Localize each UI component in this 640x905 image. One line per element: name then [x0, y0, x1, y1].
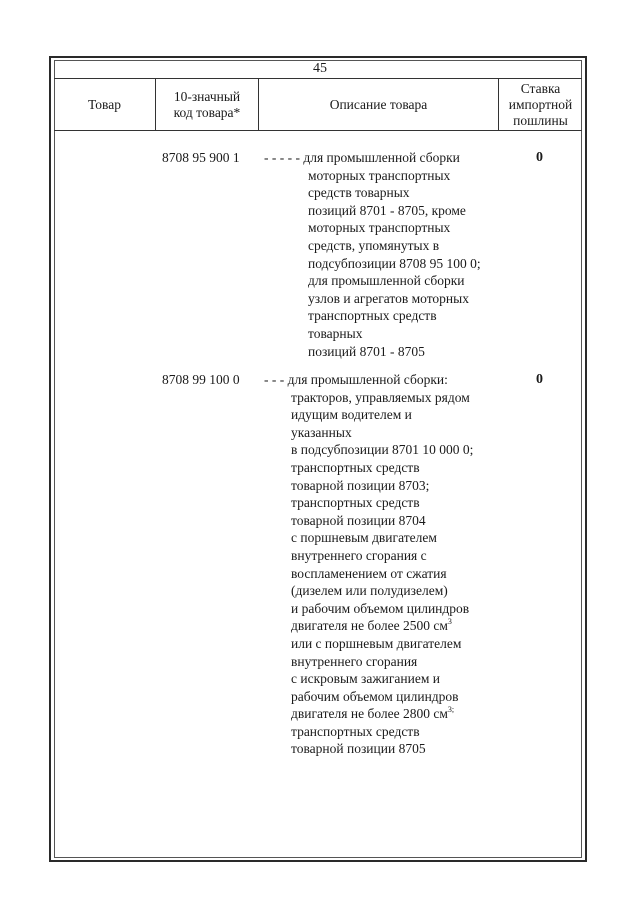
- goods-description: [264, 149, 481, 360]
- description-line: рабочим объемом цилиндров: [291, 688, 459, 704]
- import-duty-rate: 0: [536, 372, 543, 387]
- description-line: для промышленной сборки: [308, 273, 465, 289]
- description-line: в подсубпозиции 8701 10 000 0;: [291, 442, 474, 458]
- description-line: транспортных средств: [291, 723, 420, 739]
- goods-code: 8708 95 900 1: [162, 150, 240, 165]
- description-line: внутреннего сгорания с: [291, 547, 427, 563]
- header-bottom-rule: [54, 130, 582, 131]
- import-duty-rate: 0: [536, 150, 543, 165]
- description-line: двигателя не более 2800 $см^{3;}$: [291, 705, 455, 722]
- description-line: подсубпозиции 8708 95 100 0;: [308, 255, 481, 271]
- column-header-code: 10-значный код товара*: [173, 88, 241, 120]
- description-line: - - - - - для промышленной сборки: [264, 150, 460, 165]
- goods-description: [264, 371, 473, 758]
- description-line: двигателя не более 2500 $см^3$: [291, 617, 452, 634]
- description-line: транспортных средств: [291, 495, 420, 511]
- description-line: моторных транспортных: [308, 167, 451, 183]
- description-line: транспортных средств: [308, 308, 437, 324]
- description-line: средств, упомянутых в: [308, 237, 440, 253]
- column-header-goods: Товар: [88, 96, 121, 112]
- description-line: и рабочим объемом цилиндров: [291, 600, 470, 616]
- description-line: или с поршневым двигателем: [291, 635, 462, 651]
- description-line: позиций 8701 - 8705, кроме: [308, 202, 466, 218]
- description-line: - - - для промышленной сборки:: [264, 372, 448, 387]
- description-line: с поршневым двигателем: [291, 530, 437, 546]
- description-line: идущим водителем и: [291, 407, 412, 423]
- description-line: указанных: [291, 424, 352, 440]
- superscript: 3;: [447, 705, 455, 715]
- description-line: товарных: [308, 325, 363, 341]
- description-line: транспортных средств: [291, 459, 420, 475]
- description-line: с искровым зажиганием и: [291, 671, 440, 687]
- description-line: воспламенением от сжатия: [291, 565, 447, 581]
- description-line: средств товарных: [308, 185, 410, 201]
- description-line: моторных транспортных: [308, 220, 451, 236]
- page-number: 45: [313, 61, 327, 76]
- description-line: (дизелем или полудизелем): [291, 583, 448, 599]
- description-line: товарной позиции 8705: [291, 741, 426, 757]
- goods-code: 8708 99 100 0: [162, 372, 240, 387]
- description-line: товарной позиции 8703;: [291, 477, 430, 493]
- superscript: 3: [447, 617, 452, 627]
- column-header-rate: Ставка импортной пошлины: [508, 80, 573, 128]
- column-header-description: Описание товара: [329, 96, 428, 112]
- description-line: тракторов, управляемых рядом: [291, 389, 470, 405]
- description-line: узлов и агрегатов моторных: [308, 290, 469, 306]
- description-line: товарной позиции 8704: [291, 512, 426, 528]
- description-line: позиций 8701 - 8705: [308, 343, 425, 359]
- description-line: внутреннего сгорания: [291, 653, 418, 669]
